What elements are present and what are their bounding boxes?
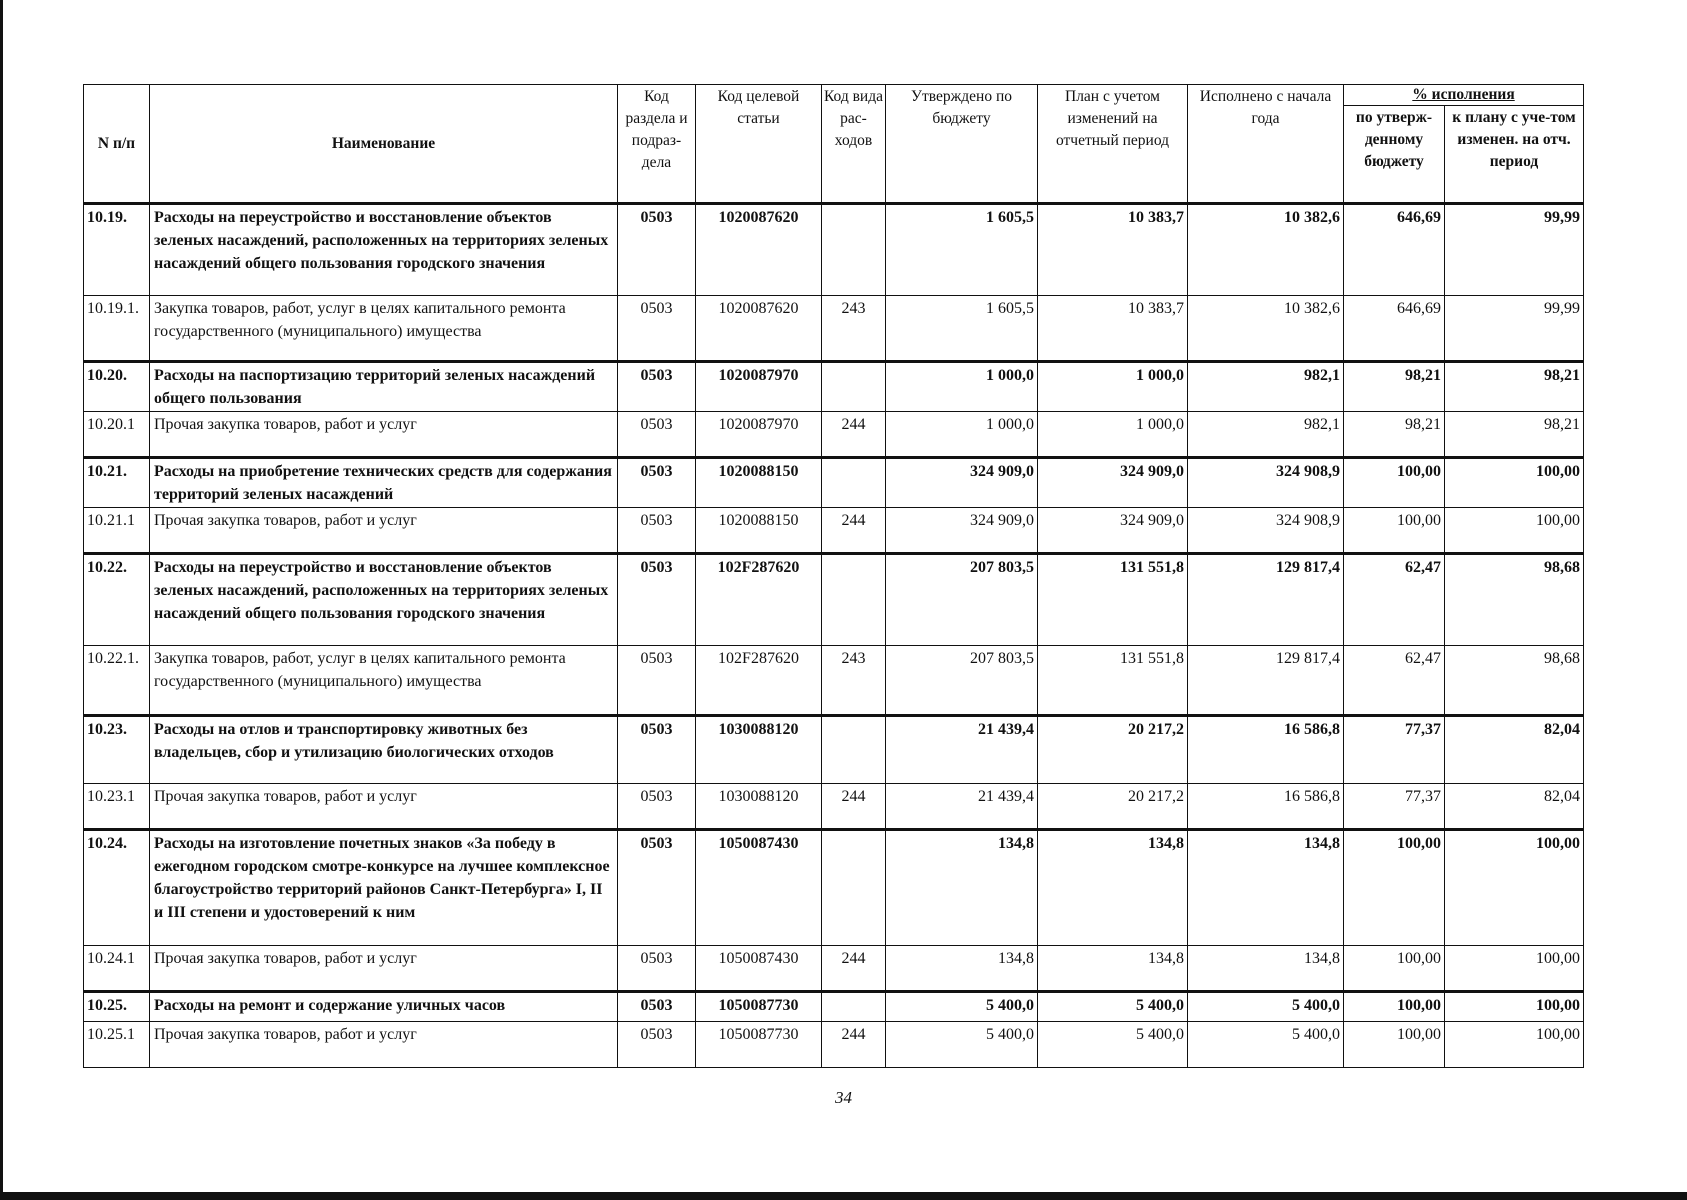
row-target-code: 102F287620 <box>696 646 822 716</box>
table-header <box>84 85 1584 204</box>
row-approved: 207 803,5 <box>886 554 1038 646</box>
row-name: Закупка товаров, работ, услуг в целях капитального ремонта государственного (муниципального) имущества <box>150 646 618 716</box>
table-row <box>84 204 1584 296</box>
row-pct-budget: 646,69 <box>1344 296 1445 362</box>
row-section-code: 0503 <box>618 458 696 508</box>
row-name: Расходы на отлов и транспортировку животных без владельцев, сбор и утилизацию биологических отходов <box>150 716 618 784</box>
row-pct-budget: 100,00 <box>1344 946 1445 992</box>
row-pct-budget: 100,00 <box>1344 458 1445 508</box>
row-target-code: 1020087620 <box>696 296 822 362</box>
header-target-code: Код целевой статьи <box>696 85 822 204</box>
row-approved: 21 439,4 <box>886 716 1038 784</box>
row-executed: 129 817,4 <box>1188 554 1344 646</box>
row-approved: 5 400,0 <box>886 992 1038 1022</box>
row-kind-code: 244 <box>822 784 886 830</box>
row-num: 10.24.1 <box>84 946 150 992</box>
row-name: Расходы на приобретение технических средств для содержания территорий зеленых насаждений <box>150 458 618 508</box>
row-plan: 20 217,2 <box>1038 784 1188 830</box>
row-executed: 324 908,9 <box>1188 508 1344 554</box>
table-row <box>84 412 1584 458</box>
row-plan: 134,8 <box>1038 946 1188 992</box>
row-pct-budget: 100,00 <box>1344 508 1445 554</box>
row-name: Прочая закупка товаров, работ и услуг <box>150 508 618 554</box>
row-approved: 21 439,4 <box>886 784 1038 830</box>
row-pct-plan: 100,00 <box>1445 946 1584 992</box>
row-name: Закупка товаров, работ, услуг в целях капитального ремонта государственного (муниципального) имущества <box>150 296 618 362</box>
table-row <box>84 296 1584 362</box>
scan-edge-left <box>0 0 3 1200</box>
row-plan: 1 000,0 <box>1038 362 1188 412</box>
row-section-code: 0503 <box>618 508 696 554</box>
row-section-code: 0503 <box>618 830 696 946</box>
row-pct-plan: 100,00 <box>1445 458 1584 508</box>
table-row <box>84 1022 1584 1068</box>
row-pct-plan: 98,68 <box>1445 646 1584 716</box>
row-executed: 129 817,4 <box>1188 646 1344 716</box>
row-num: 10.25. <box>84 992 150 1022</box>
table-body <box>84 204 1584 1068</box>
row-approved: 134,8 <box>886 946 1038 992</box>
row-pct-plan: 98,68 <box>1445 554 1584 646</box>
row-target-code: 102F287620 <box>696 554 822 646</box>
row-plan: 131 551,8 <box>1038 554 1188 646</box>
row-executed: 10 382,6 <box>1188 296 1344 362</box>
row-plan: 134,8 <box>1038 830 1188 946</box>
row-pct-plan: 98,21 <box>1445 412 1584 458</box>
row-plan: 324 909,0 <box>1038 508 1188 554</box>
row-kind-code <box>822 992 886 1022</box>
row-name: Прочая закупка товаров, работ и услуг <box>150 784 618 830</box>
row-approved: 207 803,5 <box>886 646 1038 716</box>
row-kind-code <box>822 716 886 784</box>
row-executed: 5 400,0 <box>1188 992 1344 1022</box>
row-section-code: 0503 <box>618 992 696 1022</box>
row-executed: 982,1 <box>1188 362 1344 412</box>
header-name: Наименование <box>150 85 618 204</box>
row-kind-code: 244 <box>822 412 886 458</box>
row-kind-code <box>822 204 886 296</box>
row-section-code: 0503 <box>618 1022 696 1068</box>
row-name: Расходы на переустройство и восстановление объектов зеленых насаждений, расположенных на территориях зеленых насаждений общего пользования городского значения <box>150 204 618 296</box>
row-kind-code: 243 <box>822 646 886 716</box>
row-target-code: 1050087730 <box>696 1022 822 1068</box>
row-num: 10.21. <box>84 458 150 508</box>
row-num: 10.23. <box>84 716 150 784</box>
row-pct-budget: 100,00 <box>1344 1022 1445 1068</box>
row-pct-plan: 100,00 <box>1445 508 1584 554</box>
table-row <box>84 362 1584 412</box>
row-approved: 324 909,0 <box>886 458 1038 508</box>
row-kind-code <box>822 458 886 508</box>
row-kind-code <box>822 554 886 646</box>
header-num: N п/п <box>84 85 150 204</box>
row-pct-plan: 82,04 <box>1445 716 1584 784</box>
row-num: 10.22.1. <box>84 646 150 716</box>
page-number: 34 <box>835 1088 852 1107</box>
table-row <box>84 646 1584 716</box>
row-num: 10.22. <box>84 554 150 646</box>
row-approved: 1 605,5 <box>886 296 1038 362</box>
row-executed: 982,1 <box>1188 412 1344 458</box>
row-section-code: 0503 <box>618 646 696 716</box>
row-section-code: 0503 <box>618 716 696 784</box>
row-pct-plan: 99,99 <box>1445 296 1584 362</box>
row-name: Расходы на паспортизацию территорий зеленых насаждений общего пользования <box>150 362 618 412</box>
table-row <box>84 830 1584 946</box>
row-name: Прочая закупка товаров, работ и услуг <box>150 946 618 992</box>
row-pct-plan: 100,00 <box>1445 992 1584 1022</box>
table-row <box>84 784 1584 830</box>
row-kind-code <box>822 362 886 412</box>
row-plan: 131 551,8 <box>1038 646 1188 716</box>
header-plan: План с учетом изменений на отчетный период <box>1038 85 1188 204</box>
row-pct-budget: 100,00 <box>1344 830 1445 946</box>
row-approved: 324 909,0 <box>886 508 1038 554</box>
row-target-code: 1030088120 <box>696 716 822 784</box>
row-plan: 10 383,7 <box>1038 204 1188 296</box>
row-pct-budget: 646,69 <box>1344 204 1445 296</box>
row-target-code: 1020088150 <box>696 458 822 508</box>
row-section-code: 0503 <box>618 362 696 412</box>
row-kind-code <box>822 830 886 946</box>
row-num: 10.21.1 <box>84 508 150 554</box>
row-executed: 10 382,6 <box>1188 204 1344 296</box>
header-executed: Исполнено с начала года <box>1188 85 1344 204</box>
row-target-code: 1020087620 <box>696 204 822 296</box>
header-pct-budget: по утверж-денному бюджету <box>1344 106 1445 204</box>
header-approved: Утверждено по бюджету <box>886 85 1038 204</box>
row-name: Расходы на переустройство и восстановление объектов зеленых насаждений, расположенных на территориях зеленых насаждений общего пользования городского значения <box>150 554 618 646</box>
row-num: 10.20. <box>84 362 150 412</box>
table-row <box>84 508 1584 554</box>
budget-execution-table <box>83 84 1584 1068</box>
row-target-code: 1050087730 <box>696 992 822 1022</box>
row-executed: 324 908,9 <box>1188 458 1344 508</box>
row-executed: 16 586,8 <box>1188 716 1344 784</box>
row-pct-plan: 98,21 <box>1445 362 1584 412</box>
row-plan: 5 400,0 <box>1038 1022 1188 1068</box>
row-approved: 1 000,0 <box>886 362 1038 412</box>
row-num: 10.19.1. <box>84 296 150 362</box>
row-name: Расходы на ремонт и содержание уличных часов <box>150 992 618 1022</box>
row-target-code: 1030088120 <box>696 784 822 830</box>
row-name: Прочая закупка товаров, работ и услуг <box>150 412 618 458</box>
row-approved: 1 605,5 <box>886 204 1038 296</box>
row-target-code: 1020087970 <box>696 362 822 412</box>
row-pct-budget: 77,37 <box>1344 784 1445 830</box>
row-name: Прочая закупка товаров, работ и услуг <box>150 1022 618 1068</box>
header-section-code: Код раздела и подраз-дела <box>618 85 696 204</box>
row-kind-code: 244 <box>822 946 886 992</box>
row-num: 10.23.1 <box>84 784 150 830</box>
row-plan: 324 909,0 <box>1038 458 1188 508</box>
row-kind-code: 244 <box>822 508 886 554</box>
header-kind-code: Код вида рас-ходов <box>822 85 886 204</box>
row-plan: 10 383,7 <box>1038 296 1188 362</box>
table-row <box>84 716 1584 784</box>
row-pct-plan: 100,00 <box>1445 830 1584 946</box>
row-num: 10.20.1 <box>84 412 150 458</box>
row-target-code: 1020087970 <box>696 412 822 458</box>
row-section-code: 0503 <box>618 412 696 458</box>
header-percent-group: % исполнения <box>1344 85 1584 106</box>
row-pct-budget: 77,37 <box>1344 716 1445 784</box>
row-plan: 20 217,2 <box>1038 716 1188 784</box>
table-row <box>84 992 1584 1022</box>
row-executed: 134,8 <box>1188 946 1344 992</box>
row-approved: 134,8 <box>886 830 1038 946</box>
row-pct-budget: 98,21 <box>1344 362 1445 412</box>
row-num: 10.25.1 <box>84 1022 150 1068</box>
row-plan: 1 000,0 <box>1038 412 1188 458</box>
row-num: 10.24. <box>84 830 150 946</box>
row-approved: 1 000,0 <box>886 412 1038 458</box>
table-row <box>84 554 1584 646</box>
row-executed: 134,8 <box>1188 830 1344 946</box>
row-section-code: 0503 <box>618 204 696 296</box>
row-section-code: 0503 <box>618 784 696 830</box>
row-section-code: 0503 <box>618 554 696 646</box>
row-executed: 5 400,0 <box>1188 1022 1344 1068</box>
row-pct-plan: 100,00 <box>1445 1022 1584 1068</box>
row-pct-budget: 98,21 <box>1344 412 1445 458</box>
row-target-code: 1050087430 <box>696 830 822 946</box>
table-row <box>84 458 1584 508</box>
row-target-code: 1020088150 <box>696 508 822 554</box>
row-pct-plan: 99,99 <box>1445 204 1584 296</box>
row-approved: 5 400,0 <box>886 1022 1038 1068</box>
scan-edge-bottom <box>0 1192 1687 1200</box>
row-pct-budget: 100,00 <box>1344 992 1445 1022</box>
row-kind-code: 244 <box>822 1022 886 1068</box>
row-section-code: 0503 <box>618 946 696 992</box>
row-kind-code: 243 <box>822 296 886 362</box>
row-num: 10.19. <box>84 204 150 296</box>
row-pct-budget: 62,47 <box>1344 554 1445 646</box>
row-pct-plan: 82,04 <box>1445 784 1584 830</box>
row-executed: 16 586,8 <box>1188 784 1344 830</box>
row-name: Расходы на изготовление почетных знаков «За победу в ежегодном городском смотре-конкурсе на лучшее комплексное благоустройство территорий районов Санкт-Петербурга» I, II и III степени и удостоверений к ним <box>150 830 618 946</box>
table-row <box>84 946 1584 992</box>
row-section-code: 0503 <box>618 296 696 362</box>
row-target-code: 1050087430 <box>696 946 822 992</box>
header-pct-plan: к плану с уче-том изменен. на отч. период <box>1445 106 1584 204</box>
row-pct-budget: 62,47 <box>1344 646 1445 716</box>
row-plan: 5 400,0 <box>1038 992 1188 1022</box>
